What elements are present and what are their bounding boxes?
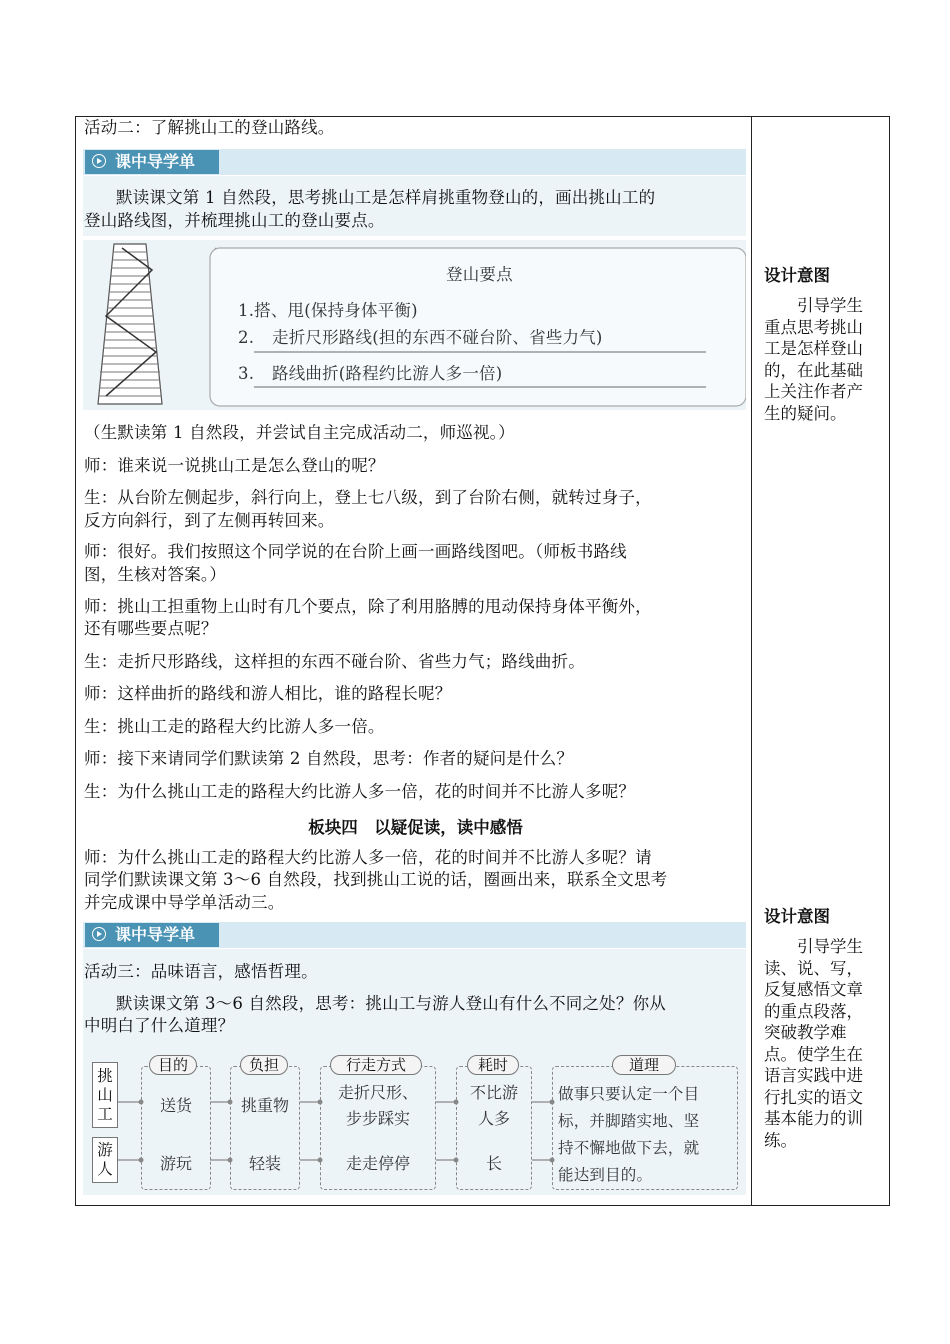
- row-label-tiaoshangong: 挑山工: [92, 1062, 118, 1128]
- dialogue-line: 图，生核对答案。）: [84, 565, 227, 584]
- activity2-task-line2: 登山路线图，并梳理挑山工的登山要点。: [84, 211, 385, 230]
- activity3-task-line1: 默读课文第 3～6 自然段，思考：挑山工与游人登山有什么不同之处？你从: [116, 994, 666, 1013]
- cell-purpose-tiao: 送货: [159, 1096, 192, 1115]
- column-divider: [751, 116, 752, 1206]
- activity2-title: 活动二：了解挑山工的登山路线。: [84, 118, 335, 137]
- card-title: 登山要点: [446, 265, 513, 284]
- card-point3: 路线曲折(路程约比游人多一倍): [272, 364, 503, 383]
- dialogue-line: 师：谁来说一说挑山工是怎么登山的呢？: [84, 456, 385, 475]
- cell-walking-tiao-1: 走折尺形、: [337, 1083, 418, 1102]
- guide-tag-2: 课中导学单: [85, 923, 219, 947]
- activity3-title: 活动三：品味语言，感悟哲理。: [84, 962, 318, 981]
- row-label-youren: 游人: [92, 1137, 118, 1183]
- play-icon: [92, 154, 106, 168]
- lesson-line: 能达到目的。: [558, 1166, 653, 1184]
- header-burden: 负担: [240, 1055, 288, 1075]
- activity2-task-line1: 默读课文第 1 自然段，思考挑山工是怎样肩挑重物登山的，画出挑山工的: [116, 188, 656, 207]
- header-lesson: 道理: [612, 1055, 676, 1075]
- sidebar-title-2: 设计意图: [764, 907, 830, 926]
- section4-line3: 并完成课中导学单活动三。: [84, 893, 285, 912]
- cell-burden-tiao: 挑重物: [240, 1096, 289, 1115]
- dialogue-line: 还有哪些要点呢？: [84, 619, 218, 638]
- staircase-diagram: [98, 244, 162, 404]
- play-icon: [92, 927, 106, 941]
- dialogue-line: 师：挑山工担重物上山时有几个要点，除了利用胳膊的甩动保持身体平衡外，: [84, 597, 652, 616]
- cell-burden-you: 轻装: [248, 1154, 281, 1173]
- guide-tag-1: 课中导学单: [85, 150, 219, 174]
- cell-time-tiao-2: 人多: [477, 1109, 510, 1128]
- dialogue-line: 师：这样曲折的路线和游人相比，谁的路程长呢？: [84, 684, 452, 703]
- cell-time-tiao-1: 不比游: [469, 1083, 518, 1102]
- cell-walking-tiao-2: 步步踩实: [345, 1109, 410, 1128]
- sidebar-note-1: 引导学生 重点思考挑山 工是怎样登山 的，在此基础 上关注作者产 生的疑问。: [764, 296, 863, 423]
- lesson-line: 持不懈地做下去，就: [558, 1139, 700, 1157]
- dialogue-line: 生：走折尺形路线，这样担的东西不碰台阶、省些力气；路线曲折。: [84, 652, 585, 671]
- cell-purpose-you: 游玩: [159, 1154, 192, 1173]
- card-point1: 1.搭、甩(保持身体平衡): [238, 301, 418, 320]
- header-walking: 行走方式: [330, 1055, 422, 1075]
- card-point2: 走折尺形路线(担的东西不碰台阶、省些力气): [272, 328, 603, 347]
- card-point2-num: 2.: [238, 328, 255, 347]
- dialogue-line: 生：为什么挑山工走的路程大约比游人多一倍，花的时间并不比游人多呢？: [84, 782, 636, 801]
- activity3-task-line2: 中明白了什么道理？: [84, 1016, 235, 1035]
- lesson-line: 做事只要认定一个目: [558, 1085, 700, 1103]
- dialogue-line: （生默读第 1 自然段，并尝试自主完成活动二，师巡视。）: [84, 423, 515, 442]
- header-time: 耗时: [467, 1055, 519, 1075]
- section4-line1: 师：为什么挑山工走的路程大约比游人多一倍，花的时间并不比游人多呢？请: [84, 848, 652, 867]
- section4-line2: 同学们默读课文第 3～6 自然段，找到挑山工说的话，圈画出来，联系全文思考: [84, 870, 668, 889]
- cell-time-you: 长: [485, 1154, 502, 1173]
- sidebar-note-2: 引导学生 读、说、写， 反复感悟文章 的重点段落， 突破教学难 点。使学生在 语言实践中进 行扎实的语文 基本能力的训 练。: [764, 937, 863, 1150]
- header-purpose: 目的: [149, 1055, 197, 1075]
- cell-walking-you: 走走停停: [345, 1154, 410, 1173]
- dialogue-line: 生：挑山工走的路程大约比游人多一倍。: [84, 717, 385, 736]
- lesson-line: 标，并脚踏实地、坚: [558, 1112, 700, 1130]
- section-heading: 板块四 以疑促读，读中感悟: [308, 818, 523, 837]
- dialogue-line: 生：从台阶左侧起步，斜行向上，登上七八级，到了台阶右侧，就转过身子，: [84, 488, 652, 507]
- dialogue-line: 反方向斜行，到了左侧再转回来。: [84, 511, 335, 530]
- dialogue-line: 师：很好。我们按照这个同学说的在台阶上画一画路线图吧。（师板书路线: [84, 542, 627, 561]
- dialogue-line: 师：接下来请同学们默读第 2 自然段，思考：作者的疑问是什么？: [84, 749, 574, 768]
- card-point3-num: 3.: [238, 364, 255, 383]
- sidebar-title-1: 设计意图: [764, 266, 830, 285]
